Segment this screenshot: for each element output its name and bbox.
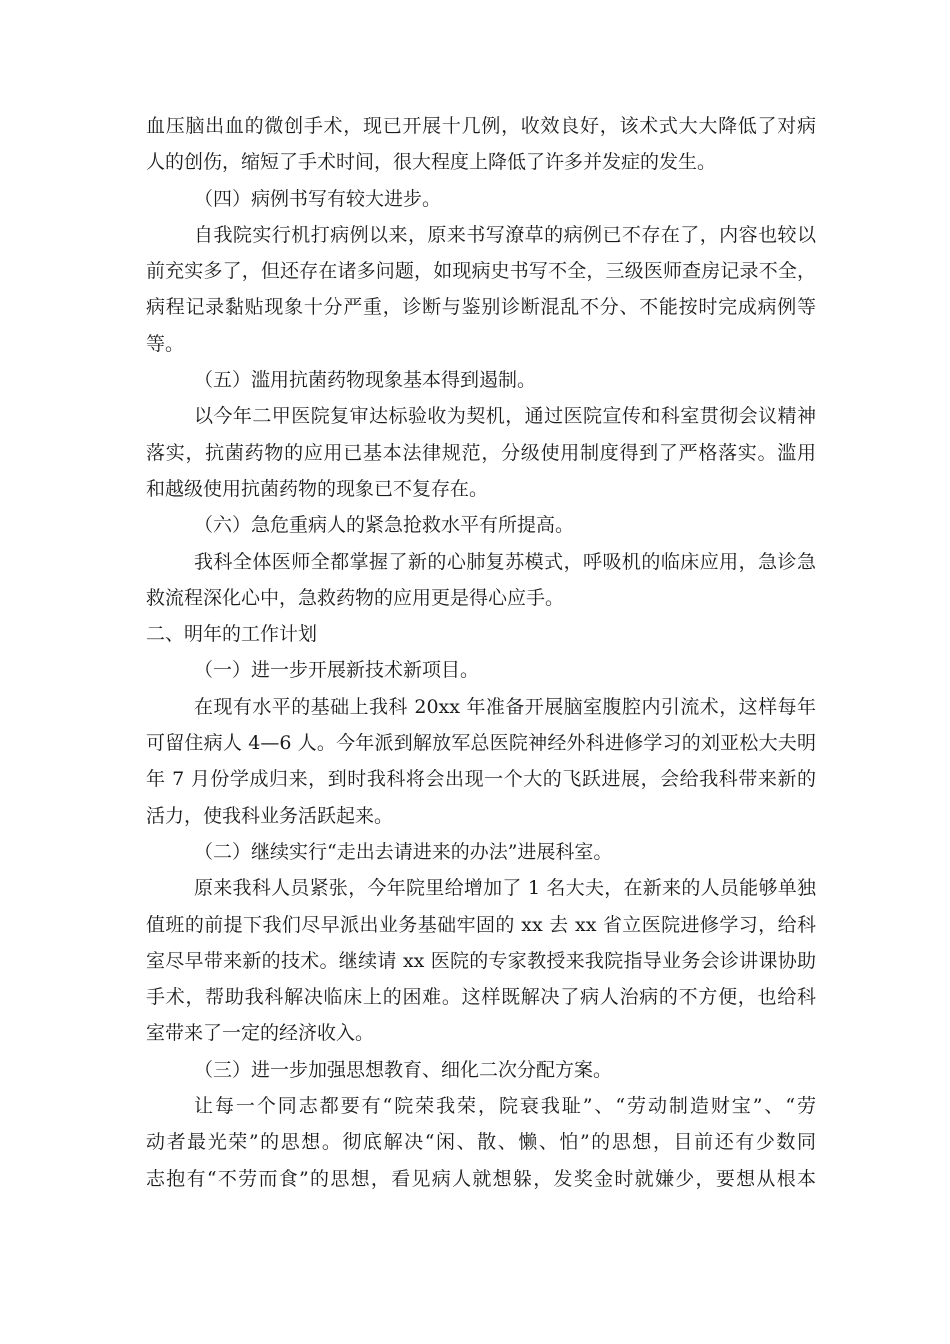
paragraph-line: 前充实多了，但还存在诸多问题，如现病史书写不全，三级医师查房记录不全， — [146, 260, 816, 283]
paragraph-line: 以今年二甲医院复审达标验收为契机，通过医院宣传和科室贯彻会议精神 — [194, 405, 816, 428]
section-heading: （三）进一步加强思想教育、细化二次分配方案。 — [194, 1058, 613, 1081]
paragraph-line: 手术，帮助我科解决临床上的困难。这样既解决了病人治病的不方便，也给科 — [146, 986, 816, 1009]
paragraph-line: 可留住病人 4—6 人。今年派到解放军总医院神经外科进修学习的刘亚松大夫明 — [146, 732, 816, 755]
document-body — [146, 108, 816, 1197]
paragraph-line: 让每一个同志都要有“院荣我荣，院衰我耻”、“劳动制造财宝”、“劳 — [194, 1095, 816, 1118]
section-heading: （四）病例书写有较大进步。 — [194, 187, 442, 210]
paragraph-line: 活力，使我科业务活跃起来。 — [146, 804, 394, 827]
paragraph-line: 救流程深化心中，急救药物的应用更是得心应手。 — [146, 586, 565, 609]
section-heading: （一）进一步开展新技术新项目。 — [194, 659, 480, 682]
paragraph-line: 动者最光荣”的思想。彻底解决“闲、散、懒、怕”的思想，目前还有少数同 — [146, 1131, 816, 1154]
paragraph-line: 值班的前提下我们尽早派出业务基础牢固的 xx 去 xx 省立医院进修学习，给科 — [146, 913, 816, 936]
paragraph-line: 原来我科人员紧张，今年院里给增加了 1 名大夫，在新来的人员能够单独 — [194, 877, 816, 900]
section-heading: （二）继续实行“走出去请进来的办法”进展科室。 — [194, 840, 613, 863]
paragraph-line: 病程记录黏贴现象十分严重，诊断与鉴别诊断混乱不分、不能按时完成病例等 — [146, 296, 816, 319]
paragraph-line: 我科全体医师全都掌握了新的心肺复苏模式，呼吸机的临床应用，急诊急 — [194, 550, 816, 573]
paragraph-line: 人的创伤，缩短了手术时间，很大程度上降低了许多并发症的发生。 — [146, 151, 717, 174]
paragraph-line: 自我院实行机打病例以来，原来书写潦草的病例已不存在了，内容也较以 — [194, 223, 816, 246]
chapter-heading: 二、明年的工作计划 — [146, 623, 318, 646]
paragraph-line: 志抱有“不劳而食”的思想，看见病人就想躲，发奖金时就嫌少，要想从根本 — [146, 1167, 816, 1190]
paragraph-line: 和越级使用抗菌药物的现象已不复存在。 — [146, 477, 489, 500]
paragraph-line: 落实，抗菌药物的应用已基本法律规范，分级使用制度得到了严格落实。滥用 — [146, 441, 816, 464]
paragraph-line: 室尽早带来新的技术。继续请 xx 医院的专家教授来我院指导业务会诊讲课协助 — [146, 949, 816, 972]
paragraph-line: 年 7 月份学成归来，到时我科将会出现一个大的飞跃进展，会给我科带来新的 — [146, 768, 816, 791]
section-heading: （六）急危重病人的紧急抢救水平有所提高。 — [194, 514, 575, 537]
paragraph-line: 等。 — [146, 332, 185, 355]
paragraph-line: 血压脑出血的微创手术，现已开展十几例，收效良好，该术式大大降低了对病 — [146, 115, 816, 137]
paragraph-line: 在现有水平的基础上我科 20xx 年准备开展脑室腹腔内引流术，这样每年 — [194, 695, 816, 718]
paragraph-line: 室带来了一定的经济收入。 — [146, 1022, 375, 1045]
section-heading: （五）滥用抗菌药物现象基本得到遏制。 — [194, 369, 537, 392]
